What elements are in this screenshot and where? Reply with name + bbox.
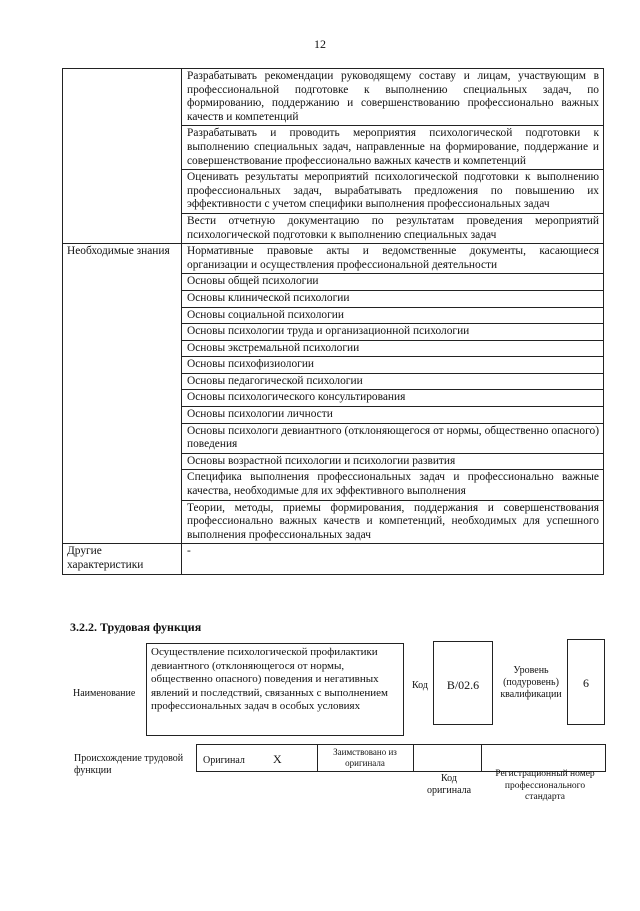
knowledge-item: Основы психологического консультирования	[182, 390, 604, 407]
code-label: Код	[412, 680, 428, 691]
divider	[317, 744, 318, 772]
table-row	[63, 544, 604, 574]
name-label: Наименование	[73, 688, 136, 699]
empty-label-cell	[63, 69, 182, 244]
knowledge-item: Основы общей психологии	[182, 274, 604, 291]
knowledge-item: Основы клинической психологии	[182, 290, 604, 307]
knowledge-item: Основы психологи девиантного (отклоняющегося от нормы, общественно опасного) поведения	[182, 423, 604, 453]
level-label: Уровень (подуровень) квалификации	[500, 665, 562, 700]
action-cell: Вести отчетную документацию по результатам проведения мероприятий психологической подготовки к выполнению специальных задач	[182, 213, 604, 243]
knowledge-item: Основы психофизиологии	[182, 357, 604, 374]
other-value: -	[182, 544, 604, 574]
original-label: Оригинал	[203, 755, 245, 766]
code-value: B/02.6	[433, 641, 493, 725]
level-value: 6	[567, 639, 605, 725]
section-title: 3.2.2. Трудовая функция	[70, 620, 202, 634]
knowledge-item: Специфика выполнения профессиональных задач и профессионально важные качества, необходимые для их эффективного выполнения	[182, 470, 604, 500]
knowledge-item: Нормативные правовые акты и ведомственные документы, касающиеся организации и осуществления профессиональной деятельности	[182, 244, 604, 274]
function-name-box	[146, 643, 404, 736]
function-name: Осуществление психологической профилактики девиантного (отклоняющегося от нормы, общественно опасного) поведения и негативных явлений и последствий, связанных с выполнением профессиональных задач в особых условиях	[151, 646, 389, 713]
knowledge-item: Основы педагогической психологии	[182, 373, 604, 390]
table-row	[63, 69, 604, 126]
knowledge-item: Основы социальной психологии	[182, 307, 604, 324]
knowledge-item: Основы экстремальной психологии	[182, 340, 604, 357]
divider	[481, 744, 482, 772]
other-label: Другие характеристики	[63, 544, 182, 574]
code-caption: Код оригинала	[426, 773, 472, 796]
knowledge-item: Основы психологии труда и организационной психологии	[182, 324, 604, 341]
page-number: 12	[314, 37, 326, 51]
action-cell: Разрабатывать и проводить мероприятия психологической подготовки к выполнению специальных задач, направленные на формирование, поддержание и совершенствование профессионально важных качеств и компетенций	[182, 126, 604, 170]
knowledge-item: Теории, методы, приемы формирования, поддержания и совершенствования профессионально важных качеств и компетенций, необходимых для успешного выполнения профессиональных задач	[182, 500, 604, 544]
labor-actions-table	[62, 68, 604, 575]
knowledge-item: Основы психологии личности	[182, 407, 604, 424]
knowledge-item: Основы возрастной психологии и психологии развития	[182, 453, 604, 470]
origin-table	[196, 744, 606, 772]
action-cell: Оценивать результаты мероприятий психологической подготовки к выполнению профессиональных задач, вырабатывать предложения по повышению их эффективности с учетом специфики выполнения профессиональных задач	[182, 170, 604, 214]
table-row	[63, 244, 604, 274]
divider	[413, 744, 414, 772]
knowledge-label: Необходимые знания	[63, 244, 182, 544]
origin-label: Происхождение трудовой функции	[74, 753, 184, 776]
original-mark: X	[273, 752, 282, 766]
action-cell: Разрабатывать рекомендации руководящему составу и лицам, участвующим в профессиональной подготовке к выполнению специальных задач, по формированию, поддержанию и совершенствованию профессионально важных качеств и компетенций	[182, 69, 604, 126]
borrowed-label: Заимствовано из оригинала	[333, 747, 397, 768]
reg-caption: Регистрационный номер профессионального стандарта	[495, 769, 595, 802]
